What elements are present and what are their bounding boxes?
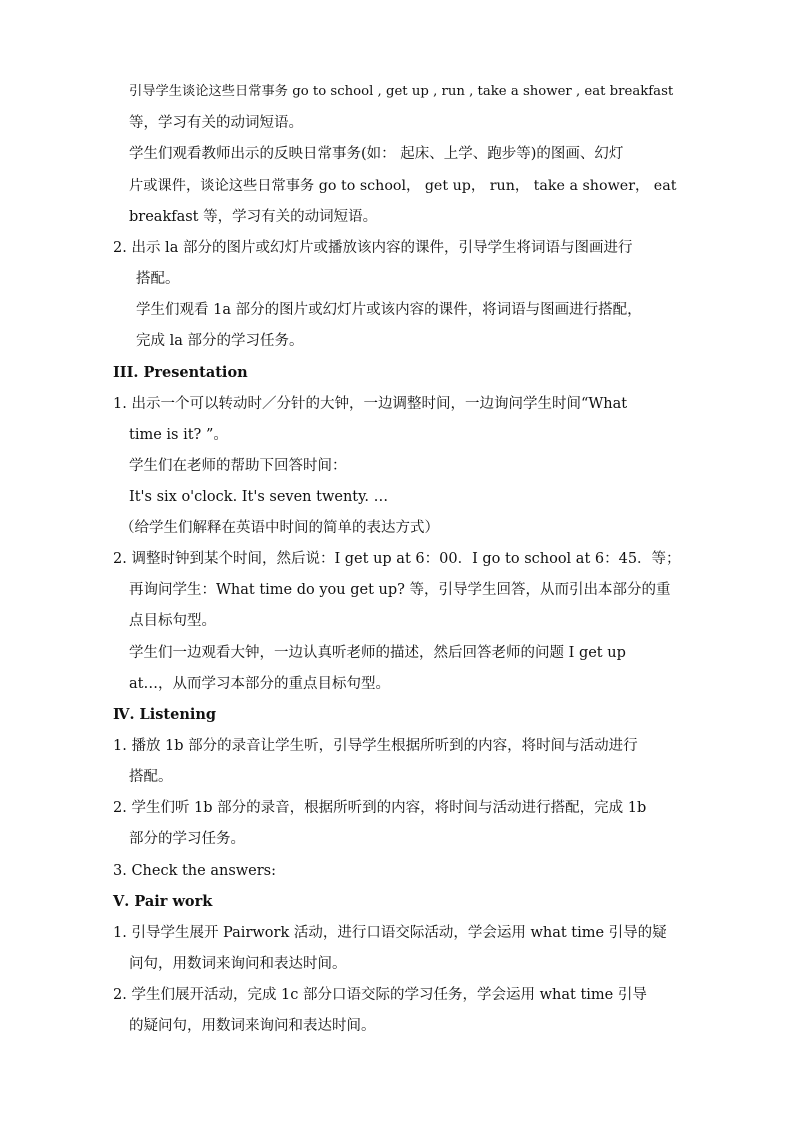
paragraph-line: 学生们观看教师出示的反映日常事务(如： 起床、上学、跑步等)的图画、幻灯 xyxy=(129,146,624,162)
list-item: 3. Check the answers: xyxy=(113,863,277,879)
paragraph-line: 片或课件，谈论这些日常事务 go to school， get up， run， take a shower， eat xyxy=(129,178,677,194)
paragraph-line: 完成 la 部分的学习任务。 xyxy=(136,333,304,349)
list-item: 2. 学生们展开活动，完成 1c 部分口语交际的学习任务，学会运用 what time 引导 xyxy=(113,987,647,1003)
list-item: 2. 调整时钟到某个时间，然后说：I get up at 6：00．I go to school at 6：45．等； xyxy=(113,551,681,567)
paragraph-line: 引导学生谈论这些日常事务 go to school , get up , run , take a shower , eat breakfast xyxy=(129,84,674,99)
paragraph-line: （给学生们解释在英语中时间的简单的表达方式） xyxy=(120,520,439,536)
section-heading: Ⅳ. Listening xyxy=(113,706,217,723)
paragraph-line: 学生们观看 1a 部分的图片或幻灯片或该内容的课件，将词语与图画进行搭配， xyxy=(136,302,642,318)
paragraph-line: It's six o'clock. It's seven twenty. … xyxy=(129,489,389,505)
paragraph-line: 学生们在老师的帮助下回答时间： xyxy=(129,458,347,474)
paragraph-line: breakfast 等，学习有关的动词短语。 xyxy=(129,209,378,225)
section-heading: III. Presentation xyxy=(113,364,248,381)
list-item: 2. 学生们听 1b 部分的录音，根据所听到的内容，将时间与活动进行搭配，完成 1b xyxy=(113,800,647,816)
list-item-continuation: 搭配。 xyxy=(129,769,173,785)
list-item: 2. 出示 la 部分的图片或幻灯片或播放该内容的课件，引导学生将词语与图画进行 xyxy=(113,240,633,256)
paragraph-line: at…，从而学习本部分的重点目标句型。 xyxy=(129,676,390,692)
paragraph-line: 等，学习有关的动词短语。 xyxy=(129,115,303,131)
list-item-continuation: 点目标句型。 xyxy=(129,613,216,629)
list-item: 1. 引导学生展开 Pairwork 活动，进行口语交际活动，学会运用 what time 引导的疑 xyxy=(113,925,667,941)
list-item-continuation: 搭配。 xyxy=(136,271,180,287)
list-item: 1. 出示一个可以转动时／分针的大钟，一边调整时间，一边询问学生时间“What xyxy=(113,396,628,412)
paragraph-line: 学生们一边观看大钟，一边认真听老师的描述，然后回答老师的问题 I get up xyxy=(129,645,626,661)
section-heading: Ⅴ. Pair work xyxy=(113,893,213,910)
list-item: 1. 播放 1b 部分的录音让学生听，引导学生根据所听到的内容，将时间与活动进行 xyxy=(113,738,638,754)
list-item-continuation: 问句，用数词来询问和表达时间。 xyxy=(129,956,347,972)
list-item-continuation: 再询问学生：What time do you get up? 等，引导学生回答，从而引出本部分的重 xyxy=(129,582,671,598)
list-item-continuation: 部分的学习任务。 xyxy=(129,831,245,847)
list-item-continuation: 的疑问句，用数词来询问和表达时间。 xyxy=(129,1018,376,1034)
list-item-continuation: time is it? ”。 xyxy=(129,427,228,443)
